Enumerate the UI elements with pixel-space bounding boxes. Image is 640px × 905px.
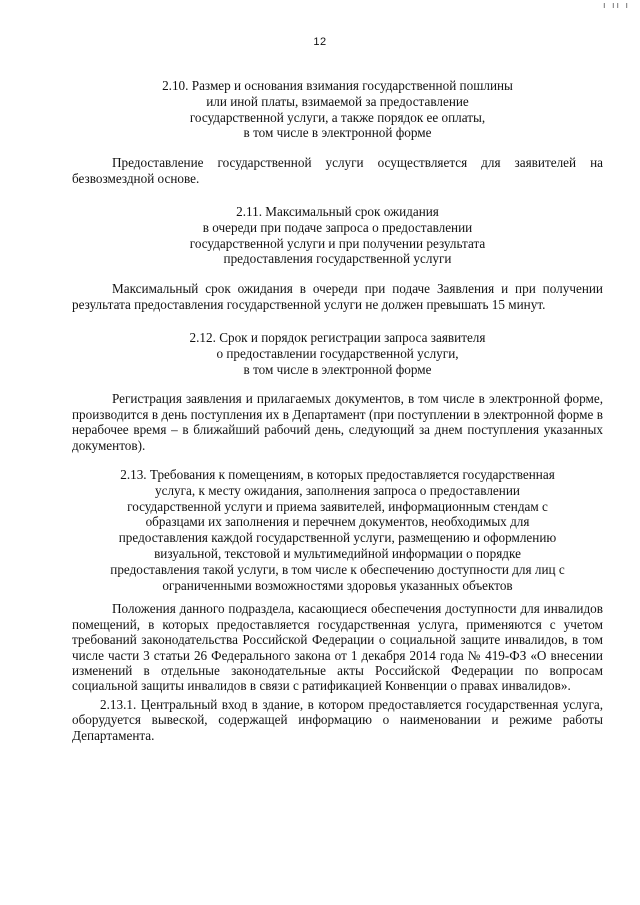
section-heading-2-10 bbox=[72, 78, 603, 141]
heading-line: 2.10. Размер и основания взимания государственной пошлины bbox=[162, 78, 513, 93]
heading-line: государственной услуги и приема заявителей, информационным стендам с bbox=[127, 498, 548, 514]
heading-line: о предоставлении государственной услуги, bbox=[216, 345, 459, 361]
heading-line: предоставления государственной услуги bbox=[223, 251, 452, 267]
heading-line: государственной услуги, а также порядок ее оплаты, bbox=[189, 109, 486, 125]
paragraph-fee-free: Предоставление государственной услуги осуществляется для заявителей на безвозмездной основе. bbox=[72, 155, 603, 186]
paragraph-accessibility: Положения данного подраздела, касающиеся обеспечения доступности для инвалидов помещений, в которых предоставляется государственная услуга, применяются с учетом требований законодательства Российской Федерации о социальной защите инвалидов, в том числе части 3 статьи 26 Федерального закона от 1 декабря 2014 года № 419-ФЗ «О внесении изменений в отдельные законодательные акты Российской Федерации по вопросам социальной защиты инвалидов в связи с ратификацией Конвенции о правах инвалидов». bbox=[72, 601, 603, 694]
heading-line: в том числе в электронной форме bbox=[243, 125, 432, 141]
heading-line: образцами их заполнения и перечнем документов, необходимых для bbox=[145, 514, 530, 530]
heading-line: ограниченными возможностями здоровья указанных объектов bbox=[162, 577, 513, 593]
heading-line: предоставления каждой государственной услуги, размещению и оформлению bbox=[118, 530, 557, 546]
corner-scan-mark: ı ıı ı bbox=[602, 0, 630, 10]
heading-line: в очереди при подаче запроса о предоставлении bbox=[202, 219, 473, 235]
heading-line: визуальной, текстовой и мультимедийной информации о порядке bbox=[154, 546, 521, 561]
heading-line: 2.13. Требования к помещениям, в которых предоставляется государственная bbox=[120, 467, 555, 483]
heading-line: или иной платы, взимаемой за предоставление bbox=[206, 93, 469, 109]
heading-line: государственной услуги и при получении результата bbox=[189, 235, 486, 251]
paragraph-registration: Регистрация заявления и прилагаемых документов, в том числе в электронной форме, производится в день поступления их в Департамент (при поступлении в электронной форме в нерабочее время – в ближайший рабочий день, следующий за днем поступления указанных документов). bbox=[72, 391, 603, 453]
heading-line: предоставления такой услуги, в том числе к обеспечению доступности для лиц с bbox=[110, 561, 565, 577]
section-heading-2-11 bbox=[72, 204, 603, 267]
page-number: 12 bbox=[313, 36, 327, 48]
heading-line: услуга, к месту ожидания, заполнения запроса о предоставлении bbox=[155, 482, 520, 498]
document-body bbox=[72, 78, 603, 743]
heading-line: в том числе в электронной форме bbox=[243, 361, 432, 377]
section-heading-2-12 bbox=[72, 330, 603, 377]
paragraph-wait-time: Максимальный срок ожидания в очереди при подаче Заявления и при получении результата предоставления государственной услуги не должен превышать 15 минут. bbox=[72, 281, 603, 312]
heading-line: 2.11. Максимальный срок ожидания bbox=[236, 204, 439, 219]
heading-line: 2.12. Срок и порядок регистрации запроса заявителя bbox=[189, 330, 486, 345]
section-heading-2-13 bbox=[72, 467, 603, 593]
paragraph-2-13-1-entrance: 2.13.1. Центральный вход в здание, в котором предоставляется государственная услуга, оборудуется вывеской, содержащей информацию о наименовании и режиме работы Департамента. bbox=[72, 696, 603, 743]
